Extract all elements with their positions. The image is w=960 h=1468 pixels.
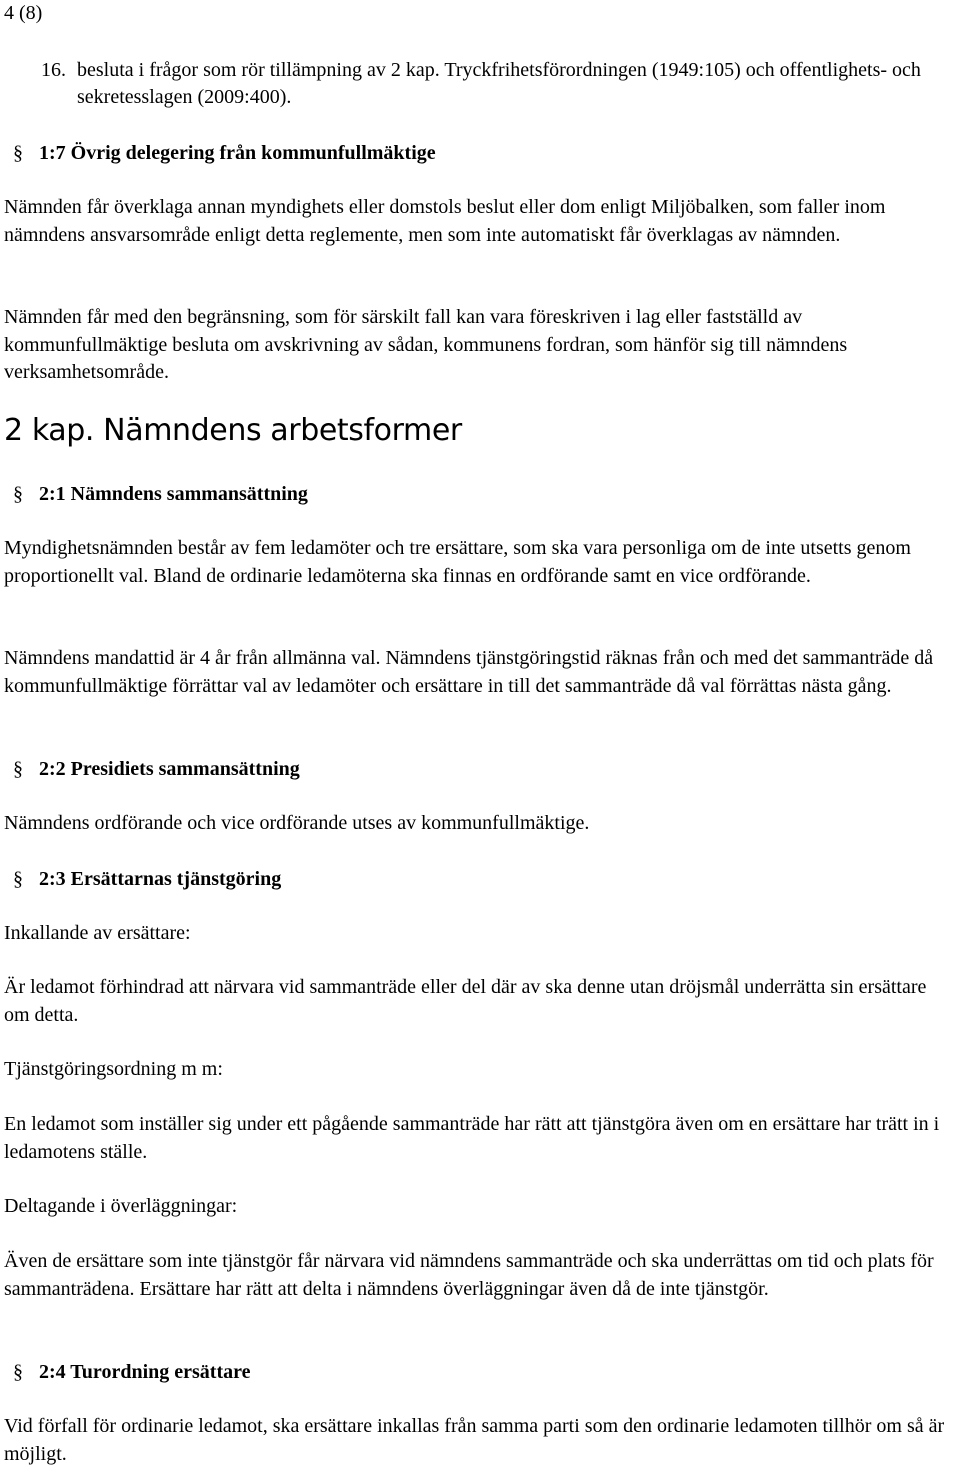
section-heading-text: 1:7 Övrig delegering från kommunfullmäktige [39, 142, 436, 164]
subheading-tjanstgoringsordning: Tjänstgöringsordning m m: [4, 1058, 223, 1080]
section-heading-2-2 [4, 755, 300, 783]
paragraph-avskrivning: Nämnden får med den begränsning, som för särskilt fall kan vara föreskriven i lag eller fastställd av kommunfullmäktige besluta om avskrivning av sådan, kommunens fordran, som hänför sig till nämndens verksamhetsområde. [4, 306, 848, 383]
paragraph-mandattid: Nämndens mandattid är 4 år från allmänna val. Nämndens tjänstgöringstid räknas från och med det sammanträde då kommunfullmäktige förrättar val av ledamöter och ersättare in till det sammanträde då val förrättas nästa gång. [4, 647, 934, 697]
subheading-inkallande: Inkallande av ersättare: [4, 922, 191, 944]
page-number: 4 (8) [4, 2, 43, 24]
list-item-number: 16. [41, 59, 66, 81]
paragraph-forhindrad: Är ledamot förhindrad att närvara vid sammanträde eller del där av ska denne utan dröjsmål underrätta sin ersättare om detta. [4, 976, 927, 1026]
section-heading-text: 2:3 Ersättarnas tjänstgöring [39, 868, 282, 890]
section-heading-text: 2:4 Turordning ersättare [39, 1361, 251, 1383]
chapter-heading: 2 kap. Nämndens arbetsformer [4, 413, 462, 448]
section-heading-2-3 [4, 865, 281, 893]
paragraph-sammansattning: Myndighetsnämnden består av fem ledamöter och tre ersättare, som ska vara personliga om de inte utsetts genom proportionellt val. Bland de ordinarie ledamöterna ska finnas en ordförande samt en vice ordförande. [4, 537, 911, 587]
section-heading-2-1 [4, 480, 308, 508]
section-heading-text: 2:2 Presidiets sammansättning [39, 758, 300, 780]
paragraph-sign: § [13, 1361, 23, 1383]
paragraph-presidiet: Nämndens ordförande och vice ordförande utses av kommunfullmäktige. [4, 812, 590, 834]
section-heading-1-7 [4, 139, 436, 167]
list-item-16 [41, 57, 951, 111]
paragraph-sign: § [13, 142, 23, 164]
section-heading-text: 2:1 Nämndens sammansättning [39, 483, 308, 505]
subheading-deltagande: Deltagande i överläggningar: [4, 1195, 238, 1217]
paragraph-forfall: Vid förfall för ordinarie ledamot, ska ersättare inkallas från samma parti som den ordinarie ledamoten tillhör om så är möjligt. [4, 1415, 945, 1465]
section-heading-2-4 [4, 1358, 251, 1386]
paragraph-narvara: Även de ersättare som inte tjänstgör får närvara vid nämndens sammanträde och ska underrättas om tid och plats för sammanträdena. Ersättare har rätt att delta i nämndens överläggningar även då de inte tjänstgör. [4, 1250, 934, 1300]
paragraph-installer: En ledamot som inställer sig under ett pågående sammanträde har rätt att tjänstgöra även om en ersättare har trätt in i ledamotens ställe. [4, 1113, 940, 1163]
paragraph-sign: § [13, 758, 23, 780]
paragraph-sign: § [13, 483, 23, 505]
list-item-text: besluta i frågor som rör tillämpning av 2 kap. Tryckfrihetsförordningen (1949:105) och offentlighets- och sekretesslagen (2009:400). [77, 59, 921, 108]
paragraph-overklaga: Nämnden får överklaga annan myndighets eller domstols beslut eller dom enligt Miljöbalken, som faller inom nämndens ansvarsområde enligt detta reglemente, men som inte automatiskt får överklagas av nämnden. [4, 196, 886, 246]
paragraph-sign: § [13, 868, 23, 890]
